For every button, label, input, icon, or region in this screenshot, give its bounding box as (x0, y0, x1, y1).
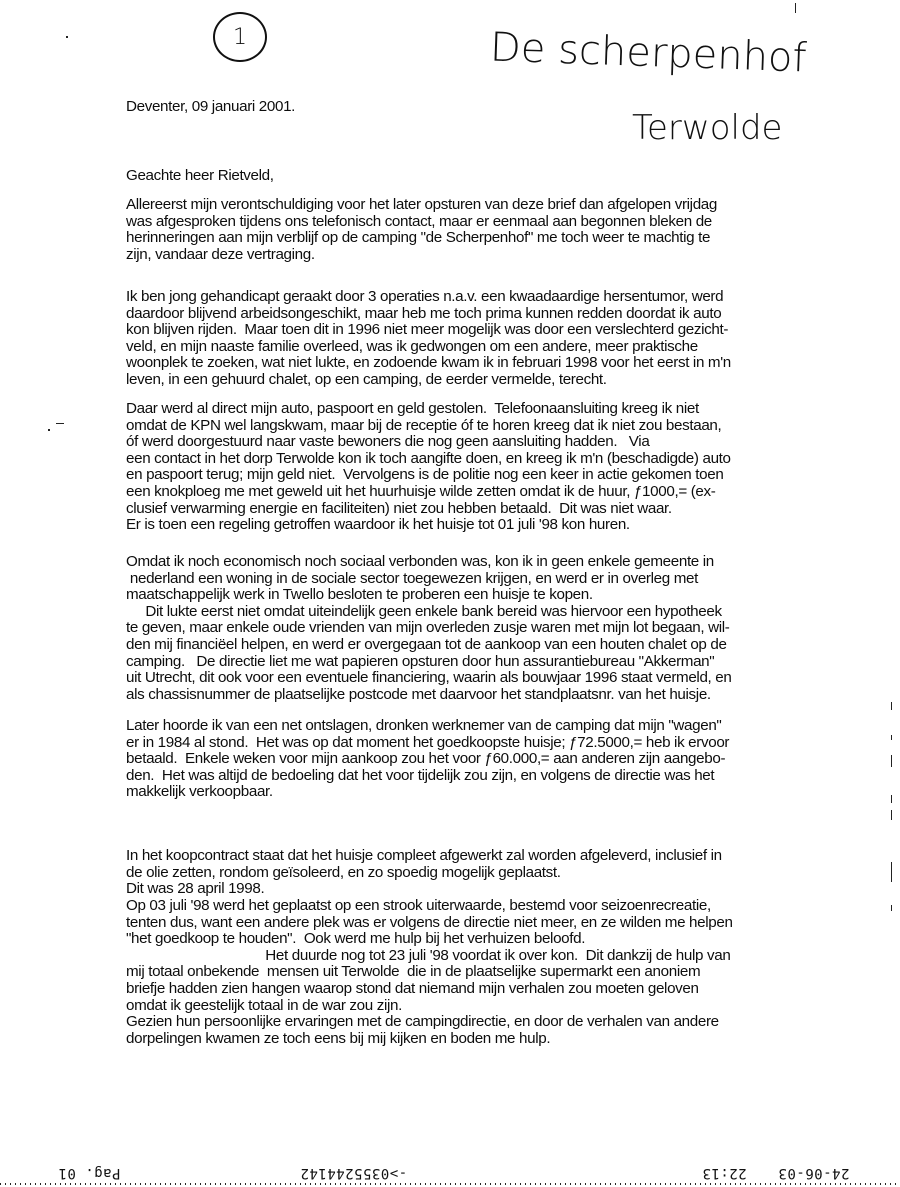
letter-line: dorpelingen kwamen ze toch eens bij mij kijken en boden me hulp. (126, 1029, 551, 1047)
letter-line: den mij financiëel helpen, en werd er overgegaan tot de aankoop van een houten chalet op de (126, 636, 727, 653)
scan-speck (56, 423, 64, 424)
letter-line: een contact in het dorp Terwolde kon ik toch aangifte doen, en kreeg ik m'n (beschadigde) auto (126, 449, 731, 467)
letter-line: "het goedkoop te houden". Ook werd me hulp bij het verhuizen beloofd. (126, 930, 586, 948)
fax-page-label: Pag. 01 (58, 1165, 121, 1181)
scan-speck (891, 862, 892, 882)
letter-line: zijn, vandaar deze vertraging. (126, 245, 315, 263)
handwritten-address-line-1 (489, 24, 807, 81)
scan-speck (891, 755, 892, 767)
letter-line: Dit was 28 april 1998. (126, 880, 265, 898)
letter-line: leven, in een gehuurd chalet, op een camping, de eerder vermelde, terecht. (126, 371, 607, 388)
letter-line: Dit lukte eerst niet omdat uiteindelijk geen enkele bank bereid was hiervoor een hypotheek (126, 602, 722, 620)
letter-line: nederland een woning in de sociale sector toegewezen krijgen, en werd er in overleg met (126, 569, 698, 587)
scan-speck (795, 3, 796, 13)
letter-line: als chassisnummer de plaatselijke postcode met daarvoor het standplaatsnr. van het huisje. (126, 685, 711, 703)
letter-line: den. Het was altijd de bedoeling dat het voor tijdelijk zou zijn, en volgens de directie was het (126, 766, 715, 784)
letter-line: was afgesproken tijdens ons telefonisch contact, maar er eenmaal aan begonnen bleken de (126, 212, 712, 230)
letter-line: Op 03 juli '98 werd het geplaatst op een strook uiterwaarde, bestemd voor seizoenrecreatie, (126, 897, 711, 914)
scan-speck (66, 36, 68, 38)
letter-line: Er is toen een regeling getroffen waardoor ik het huisje tot 01 juli '98 kon huren. (126, 516, 630, 534)
letter-line: maatschappelijk werk in Twello besloten te proberen een huisje te kopen. (126, 586, 593, 604)
letter-line: betaald. Enkele weken voor mijn aankoop zou het voor ƒ60.000,= aan anderen zijn aangebo- (126, 750, 726, 768)
letter-line: uit Utrecht, dit ook voor een eventuele financiering, waarin als bouwjaar 1996 staat vermeld, en (126, 669, 732, 687)
letter-line: Daar werd al direct mijn auto, paspoort en geld gestolen. Telefoonaansluiting kreeg ik niet (126, 400, 699, 417)
letter-line: omdat ik geestelijk totaal in de war zou zijn. (126, 996, 402, 1014)
letter-line: makkelijk verkoopbaar. (126, 783, 273, 801)
letter-line: mij totaal onbekende mensen uit Terwolde die in de plaatselijke supermarkt een anoniem (126, 963, 701, 981)
letter-line: er in 1984 al stond. Het was op dat moment het goedkoopste huisje; ƒ72.5000,= heb ik ervoor (126, 733, 730, 751)
fax-time: 22:13 (702, 1165, 747, 1181)
letter-line: kon blijven rijden. Maar toen dit in 1996 niet meer mogelijk was door een verslechterd gezicht- (126, 321, 729, 339)
salutation: Geachte heer Rietveld, (126, 167, 274, 184)
scan-speck (891, 795, 892, 803)
letter-line: camping. De directie liet me wat papieren opsturen door hun assurantiebureau "Akkerman" (126, 652, 715, 670)
letter-line: en paspoort terug; mijn geld niet. Vervolgens is de politie nog een keer in actie gekomen toen (126, 466, 724, 484)
scan-speck (891, 735, 892, 740)
letter-line: Het duurde nog tot 23 juli '98 voordat ik over kon. Dit dankzij de hulp van (126, 946, 731, 964)
letter-line: óf werd doorgestuurd naar vaste bewoners die nog geen aansluiting hadden. Via (126, 433, 650, 451)
handwritten-address-town: Terwolde (632, 108, 783, 148)
letter-line: daardoor blijvend arbeidsongeschikt, maar heb me toch prima kunnen redden doordat ik auto (126, 304, 722, 322)
letter-line: herinneringen aan mijn verblijf op de camping "de Scherpenhof" me toch weer te machtig te (126, 229, 711, 247)
letter-line: tenten dus, want een andere plek was er volgens de directie niet meer, en ze wilden me helpen (126, 913, 733, 931)
scan-speck (48, 429, 50, 431)
letter-line: te geven, maar enkele oude vrienden van mijn overleden zusje waren met mijn lot begaan, wil- (126, 619, 730, 637)
letter-line: de olie zetten, rondom geïsoleerd, en zo spoedig mogelijk geplaatst. (126, 863, 561, 881)
page-number-marker-text: 1 (233, 24, 247, 50)
scan-speck (891, 905, 892, 911)
handwritten-address-name: De scherpenhof (489, 24, 808, 82)
letter-line: Later hoorde ik van een net ontslagen, dronken werknemer van de camping dat mijn "wagen" (126, 717, 722, 734)
letter-line: een knokploeg me met geweld uit het huurhuisje wilde zetten omdat ik de huur, ƒ1000,= (ex- (126, 483, 716, 500)
letter-line: woonplek te zoeken, wat niet lukte, en zodoende kwam ik in februari 1998 voor het eerst in m'n (126, 354, 731, 372)
fax-sender-number: ->0355244142 (300, 1165, 408, 1181)
letter-line: briefje hadden zien hangen waarop stond dat niemand mijn verhalen zou moeten geloven (126, 980, 699, 997)
fax-date: 24-06-03 (778, 1165, 850, 1181)
place-date: Deventer, 09 januari 2001. (126, 98, 296, 115)
letter-line: veld, en mijn naaste familie overleed, was ik gedwongen om een andere, meer praktische (126, 337, 698, 355)
scan-speck (891, 810, 892, 820)
letter-line: clusief verwarming energie en faciliteiten) niet zou hebben betaald. Dit was niet waar. (126, 499, 672, 517)
letter-line: omdat de KPN wel langskwam, maar bij de receptie óf te horen kreeg dat ik niet zou bestaan, (126, 416, 722, 434)
handwritten-address-line-2 (632, 108, 782, 148)
letter-line: In het koopcontract staat dat het huisje compleet afgewerkt zal worden afgeleverd, inclusief in (126, 847, 722, 864)
letter-line: Allereerst mijn verontschuldiging voor het later opsturen van deze brief dan afgelopen vrijdag (126, 196, 717, 213)
letter-line: Gezien hun persoonlijke ervaringen met de campingdirectie, en door de verhalen van andere (126, 1013, 719, 1031)
scan-speck (891, 702, 892, 710)
fax-perforation-line (0, 1183, 900, 1185)
page-number-marker (213, 12, 267, 62)
letter-line: Ik ben jong gehandicapt geraakt door 3 operaties n.a.v. een kwaadaardige hersentumor, werd (126, 288, 724, 305)
letter-line: Omdat ik noch economisch noch sociaal verbonden was, kon ik in geen enkele gemeente in (126, 553, 714, 570)
